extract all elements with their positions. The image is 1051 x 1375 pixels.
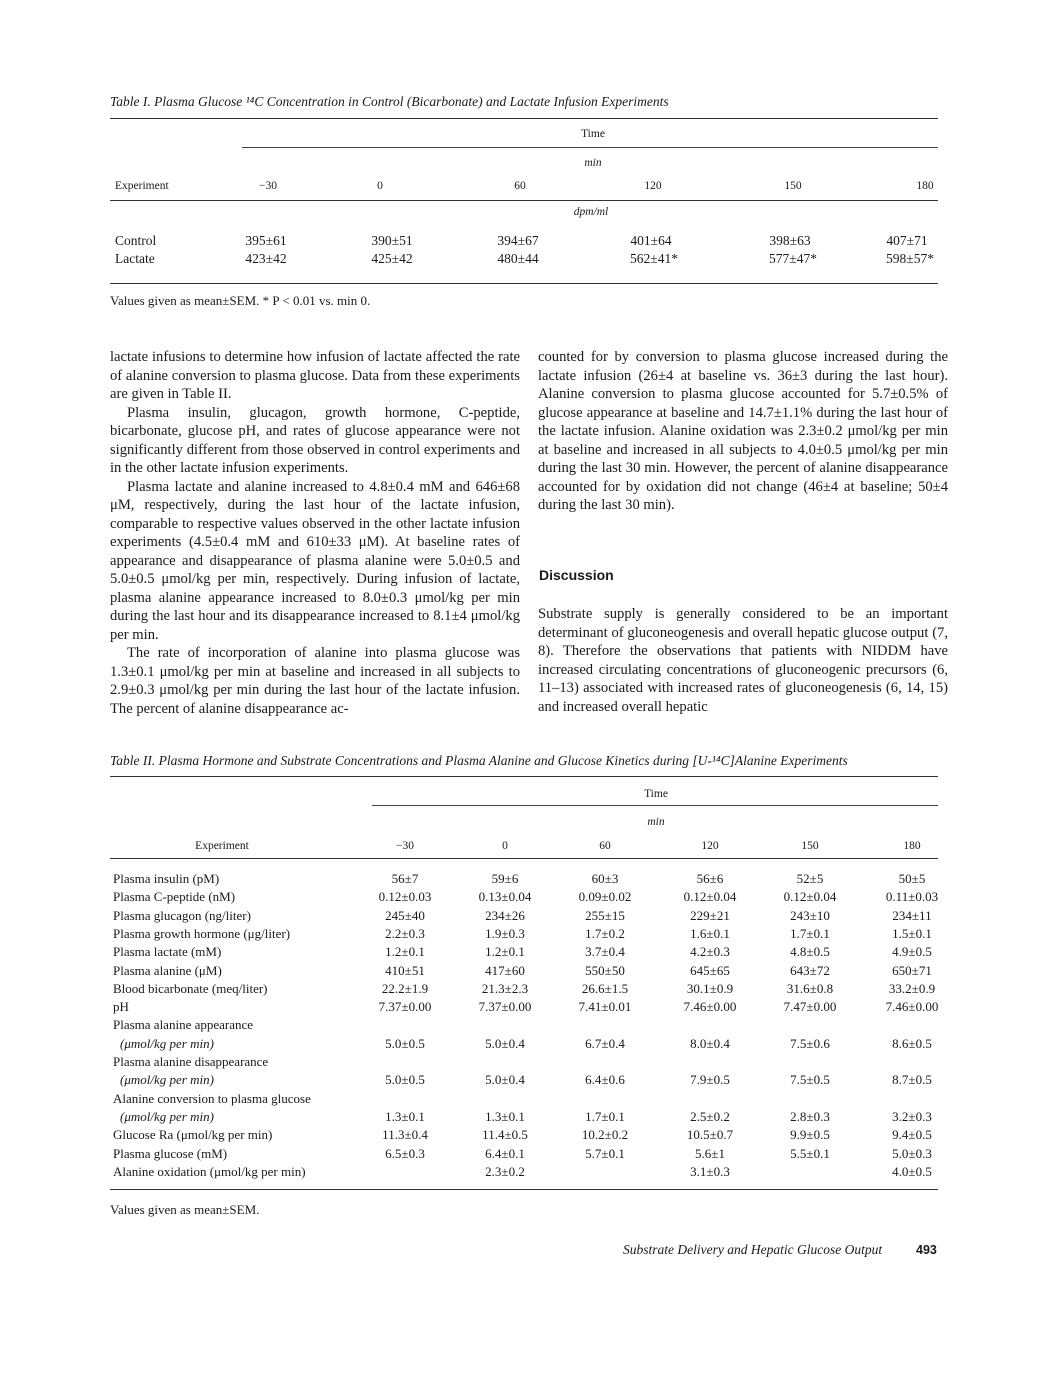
table1-top-rule	[110, 118, 938, 119]
table2-cell: 2.8±0.3	[790, 1108, 830, 1124]
table2-cell: 8.6±0.5	[892, 1035, 932, 1051]
table2-cell: 5.5±0.1	[790, 1145, 830, 1161]
table2-col-header: 60	[599, 840, 611, 852]
table2-cell: 229±21	[690, 907, 730, 923]
table1-cell: 577±47*	[769, 251, 817, 266]
body-right-column-discussion	[538, 605, 948, 716]
table2-cell: 8.0±0.4	[690, 1035, 730, 1051]
table2-row-sublabel: (μmol/kg per min)	[120, 1108, 214, 1124]
table2-cell: 417±60	[485, 962, 525, 978]
table2-row-label: Plasma insulin (pM)	[113, 871, 220, 886]
table2-row-label: Plasma glucose (mM)	[113, 1145, 228, 1161]
table2-cell: 52±5	[796, 871, 824, 886]
table2-cell: 4.2±0.3	[690, 944, 730, 960]
table1-cell: 562±41*	[630, 251, 678, 266]
table1-cell: 598±57*	[886, 251, 934, 266]
table2-time-rule	[372, 805, 938, 806]
table2-cell: 21.3±2.3	[481, 980, 529, 996]
table2-cell: 5.0±0.5	[385, 1035, 425, 1051]
paragraph: The rate of incorporation of alanine into plasma glucose was 1.3±0.1 μmol/kg per min at baseline and increased in all subjects to 2.9±0.3 μmol/kg per min during the last hour of the lactate infusion. The percent of alanine disappearance ac-	[110, 645, 520, 717]
table2-row-label: Plasma alanine appearance	[113, 1017, 254, 1033]
body-right-column	[538, 348, 948, 515]
table2-unit-header: min	[647, 816, 665, 828]
table2-row-sublabel: (μmol/kg per min)	[120, 1035, 214, 1051]
table2-cell: 9.9±0.5	[790, 1127, 830, 1143]
table2-cell: 7.46±0.00	[683, 999, 737, 1015]
running-title: Substrate Delivery and Hepatic Glucose Output	[623, 1242, 883, 1257]
table2-cell: 56±7	[391, 871, 419, 886]
table1-cell: 480±44	[497, 251, 539, 266]
table2-col-header: 0	[502, 840, 508, 852]
table1-col-header: 180	[916, 180, 934, 192]
table2-row-label: Plasma alanine disappearance	[113, 1054, 269, 1069]
page-number: 493	[916, 1243, 937, 1257]
table2-cell: 9.4±0.5	[892, 1127, 932, 1143]
table2-cell: 7.46±0.00	[885, 999, 939, 1015]
table2-row-label: Alanine oxidation (μmol/kg per min)	[113, 1163, 306, 1179]
table2-row-label: Plasma alanine (μM)	[113, 962, 222, 978]
table2-row-label: Alanine conversion to plasma glucose	[113, 1090, 311, 1106]
table2-cell: 0.12±0.04	[683, 889, 737, 905]
table2-cell: 1.3±0.1	[385, 1108, 425, 1124]
table2-cell: 5.0±0.5	[385, 1072, 425, 1088]
table2-cell: 30.1±0.9	[686, 980, 734, 996]
table2-cell: 4.9±0.5	[892, 944, 932, 960]
table2-cell: 7.47±0.00	[783, 999, 837, 1015]
table2-cell: 4.8±0.5	[790, 944, 830, 960]
paragraph: Substrate supply is generally considered to be an important determinant of gluconeogenesis and overall hepatic glucose output (7, 8). Therefore the observations that patients with NIDDM have increased circulating concentrations of gluconeogenic precursors (6, 11–13) associated with increased rates of gluconeogenesis (6, 14, 15) and increased overall hepatic	[538, 606, 948, 715]
table1-col-header: 150	[784, 180, 802, 192]
table2-cell: 7.41±0.01	[578, 999, 632, 1015]
table2-footnote: Values given as mean±SEM.	[110, 1202, 260, 1217]
table1-cell: 394±67	[497, 233, 539, 248]
table2-row-label: Plasma growth hormone (μg/liter)	[113, 925, 291, 941]
table2-row-label: Plasma C-peptide (nM)	[113, 889, 236, 905]
table2-cell: 234±11	[892, 907, 932, 923]
table1-col-header: 120	[644, 180, 662, 192]
table2-row-label: pH	[113, 999, 129, 1015]
table2-cell: 60±3	[591, 871, 619, 886]
table2-cell: 26.6±1.5	[581, 980, 629, 996]
table2-time-header: Time	[644, 788, 668, 800]
body-left-column	[110, 348, 520, 718]
table2-cell: 4.0±0.5	[892, 1163, 932, 1179]
table2-cell: 33.2±0.9	[888, 980, 936, 996]
table2-cell: 2.2±0.3	[385, 925, 425, 941]
table1-row-label: Control	[115, 233, 157, 248]
table2-bottom-rule	[110, 1189, 938, 1190]
table1-col-header: 0	[377, 180, 383, 192]
table2-cell: 5.7±0.1	[585, 1145, 625, 1161]
table1-cell: 395±61	[245, 233, 287, 248]
table2-row-label: Blood bicarbonate (meq/liter)	[113, 980, 268, 996]
table2-cell: 0.11±0.03	[885, 889, 939, 905]
table2-cell: 3.1±0.3	[690, 1163, 730, 1179]
table2-cell: 6.7±0.4	[585, 1035, 625, 1051]
table2-cell: 650±71	[892, 962, 932, 978]
table1-cell: 398±63	[769, 233, 811, 248]
paragraph: lactate infusions to determine how infusion of lactate affected the rate of alanine conversion to plasma glucose. Data from these experiments are given in Table II.	[110, 349, 520, 402]
table1-value-unit: dpm/ml	[573, 206, 609, 218]
table2-cell: 5.0±0.4	[485, 1072, 525, 1088]
table2-cell: 31.6±0.8	[786, 980, 834, 996]
table2-row-label: Glucose Ra (μmol/kg per min)	[113, 1127, 273, 1143]
table2-col-header: 180	[903, 840, 921, 852]
table2-cell: 5.0±0.4	[485, 1035, 525, 1051]
table1-caption: Table I. Plasma Glucose ¹⁴C Concentration in Control (Bicarbonate) and Lactate Infusion Experiments	[110, 94, 669, 109]
table2-cell: 2.3±0.2	[485, 1163, 525, 1179]
table1-time-header: Time	[581, 128, 605, 140]
table2-cell: 3.7±0.4	[585, 944, 625, 960]
table2-cell: 1.6±0.1	[690, 925, 730, 941]
table2-cell: 10.5±0.7	[686, 1127, 734, 1143]
table2-cell: 7.37±0.00	[478, 999, 532, 1015]
table2-cell: 56±6	[696, 871, 724, 886]
table1-header-rule	[110, 200, 938, 201]
table1-time-rule	[242, 147, 938, 148]
table2-row-header: Experiment	[195, 840, 249, 852]
table2-caption: Table II. Plasma Hormone and Substrate Concentrations and Plasma Alanine and Glucose Kinetics during [U-¹⁴C]Alanine Experiments	[110, 753, 848, 768]
table2-cell: 1.2±0.1	[485, 944, 525, 960]
table1-col-header: 60	[514, 180, 526, 192]
table1-cell: 407±71	[886, 233, 928, 248]
table2-cell: 1.2±0.1	[385, 944, 425, 960]
table2-col-header: 150	[801, 840, 819, 852]
table2-cell: 0.12±0.04	[783, 889, 837, 905]
table1-col-header: −30	[259, 180, 277, 192]
table2-cell: 7.5±0.6	[790, 1035, 830, 1051]
table1-row-label: Lactate	[115, 251, 155, 266]
table1-unit-header: min	[584, 157, 602, 169]
table2-cell: 22.2±1.9	[381, 980, 429, 996]
table2-cell: 245±40	[385, 907, 425, 923]
table2-cell: 7.37±0.00	[378, 999, 432, 1015]
table1-row-header: Experiment	[115, 180, 169, 192]
table2-cell: 59±6	[491, 871, 519, 886]
table2-cell: 1.7±0.1	[790, 925, 830, 941]
table2-cell: 1.9±0.3	[485, 925, 525, 941]
table2-cell: 645±65	[690, 962, 730, 978]
table2-row-label: Plasma glucagon (ng/liter)	[113, 907, 251, 923]
table2-col-header: −30	[396, 840, 414, 852]
table2-cell: 0.13±0.04	[478, 889, 532, 905]
table2-cell: 1.7±0.2	[585, 925, 625, 941]
table2-cell: 255±15	[585, 907, 625, 923]
table1-cell: 401±64	[630, 233, 672, 248]
table2-cell: 1.3±0.1	[485, 1108, 525, 1124]
table2-cell: 6.4±0.1	[485, 1145, 525, 1161]
table2-cell: 410±51	[385, 962, 425, 978]
table2-cell: 7.9±0.5	[690, 1072, 730, 1088]
paragraph: counted for by conversion to plasma glucose increased during the lactate infusion (26±4 at baseline vs. 36±3 during the last hour). Alanine conversion to plasma glucose accounted for 5.7±0.5% of glucose appearance at baseline and 14.7±1.1% during the last hour of the lactate infusion. Alanine oxidation was 2.3±0.2 μmol/kg per min at baseline and increased in all subjects to 4.0±0.5 μmol/kg per min during the last 30 min. However, the percent of alanine disappearance accounted for by oxidation did not change (46±4 at baseline; 50±4 during the last 30 min).	[538, 349, 948, 513]
table1-bottom-rule	[110, 283, 938, 284]
table2-cell: 1.7±0.1	[585, 1108, 625, 1124]
table2-cell: 11.3±0.4	[382, 1127, 428, 1143]
table2-row-sublabel: (μmol/kg per min)	[120, 1072, 214, 1088]
table2-cell: 50±5	[898, 871, 926, 886]
table2-cell: 6.4±0.6	[585, 1072, 625, 1088]
table2-cell: 550±50	[585, 962, 625, 978]
section-heading-discussion: Discussion	[539, 567, 614, 583]
paragraph: Plasma insulin, glucagon, growth hormone, C-peptide, bicarbonate, glucose pH, and rates of glucose appearance were not significantly different from those observed in control experiments and in the other lactate infusion experiments.	[110, 404, 520, 476]
table1-cell: 425±42	[371, 251, 413, 266]
table2-cell: 5.0±0.3	[892, 1145, 932, 1161]
table2-header-rule	[110, 858, 938, 859]
table2-cell: 10.2±0.2	[581, 1127, 629, 1143]
table2-cell: 7.5±0.5	[790, 1072, 830, 1088]
table1-cell: 390±51	[371, 233, 413, 248]
table2-cell: 0.12±0.03	[378, 889, 432, 905]
table2-cell: 1.5±0.1	[892, 925, 932, 941]
table2-cell: 3.2±0.3	[892, 1108, 932, 1124]
table2-col-header: 120	[701, 840, 719, 852]
table2-cell: 643±72	[790, 962, 830, 978]
table2-cell: 8.7±0.5	[892, 1072, 932, 1088]
table2-cell: 5.6±1	[695, 1145, 725, 1161]
table2-top-rule	[110, 776, 938, 777]
paragraph: Plasma lactate and alanine increased to 4.8±0.4 mM and 646±68 μM, respectively, during the last hour of the lactate infusion, comparable to respective values observed in the other lactate infusion experiments (4.5±0.4 mM and 610±33 μM). At baseline rates of appearance and disappearance of plasma alanine were 5.0±0.5 and 5.0±0.5 μmol/kg per min, respectively. During infusion of lactate, plasma alanine appearance increased to 8.0±0.3 μmol/kg per min during the last hour and its disappearance increased to 8.1±4 μmol/kg per min.	[110, 478, 520, 643]
table2-cell: 234±26	[485, 907, 525, 923]
table2-cell: 0.09±0.02	[578, 889, 632, 905]
table1-cell: 423±42	[245, 251, 287, 266]
table2-cell: 243±10	[790, 907, 830, 923]
table2-cell: 11.4±0.5	[482, 1127, 528, 1143]
table2-cell: 6.5±0.3	[385, 1145, 425, 1161]
table1-footnote: Values given as mean±SEM. * P < 0.01 vs. min 0.	[110, 293, 371, 308]
table2-cell: 2.5±0.2	[690, 1108, 730, 1124]
table2-row-label: Plasma lactate (mM)	[113, 944, 222, 960]
